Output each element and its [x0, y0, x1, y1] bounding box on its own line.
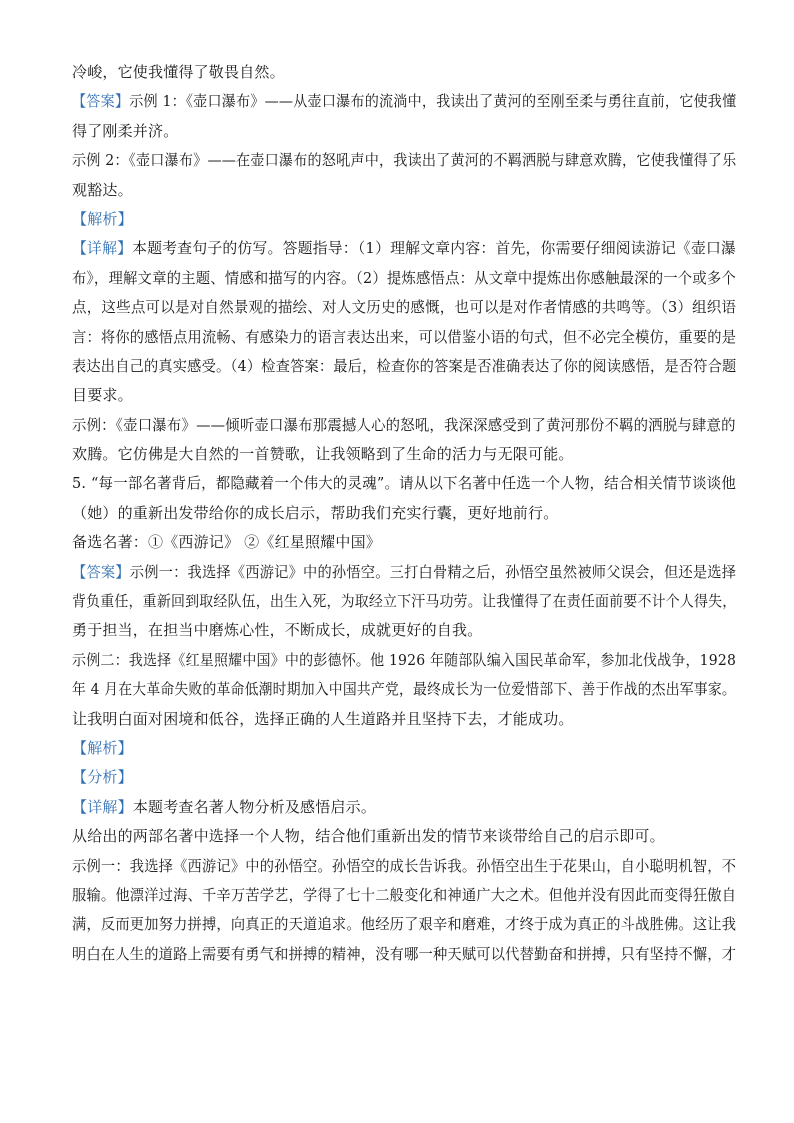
line-text: 得了刚柔并济。: [72, 121, 179, 140]
line-text: 年 4 月在大革命失败的革命低潮时期加入中国共产党，最终成长为一位爱惜部下、善于作战的杰出军事家。: [72, 680, 736, 699]
text-line: [72, 58, 736, 87]
line-text: 背负重任，重新回到取经队伍，出生入死，为取经立下汗马功劳。让我懂得了在责任面前要不计个人得失，: [72, 592, 737, 611]
text-line: [72, 558, 737, 587]
line-text: 示例 1：《壶口瀑布》——从壶口瀑布的流淌中，我读出了黄河的至刚至柔与勇往直前，它使我懂: [129, 92, 737, 111]
line-text: 本题考查名著人物分析及感悟启示。: [132, 797, 377, 816]
section-tag: 【答案】: [72, 562, 130, 581]
section-tag: 【解析】: [72, 209, 133, 228]
line-text: 欢腾。它仿佛是大自然的一首赞歌，让我领略到了生命的活力与无限可能。: [72, 445, 574, 464]
line-text: 让我明白面对困境和低谷，选择正确的人生道路并且坚持下去，才能成功。: [72, 709, 574, 728]
text-line: [72, 734, 736, 763]
document-page: [72, 58, 736, 969]
text-line: [72, 440, 736, 469]
text-line: [72, 852, 737, 881]
line-text: 本题考查句子的仿写。答题指导：（1）理解文章内容：首先，你需要仔细阅读游记《壶口瀑: [132, 239, 737, 258]
text-line: [72, 675, 736, 704]
line-text: 备选名著：①《西游记》 ②《红星照耀中国》: [72, 533, 381, 552]
text-line: [72, 411, 736, 440]
line-text: 勇于担当，在担当中磨炼心性，不断成长，成就更好的自我。: [72, 621, 483, 640]
text-line: [72, 822, 736, 851]
line-text: 满，反而更加努力拼搏，向真正的天道追求。他经历了艰辛和磨难，才终于成为真正的斗战胜佛。这让我: [72, 915, 737, 934]
text-line: [72, 499, 736, 528]
text-line: [72, 469, 737, 498]
text-line: [72, 176, 736, 205]
text-line: [72, 234, 737, 263]
line-text: 明白在人生的道路上需要有勇气和拼搏的精神，没有哪一种天赋可以代替勤奋和拼搏，只有坚持不懈，才: [72, 944, 737, 963]
line-text: 示例一：我选择《西游记》中的孙悟空。孙悟空的成长告诉我。孙悟空出生于花果山，自小聪明机智，不: [72, 856, 737, 875]
line-text: 目要求。: [72, 386, 133, 405]
line-text: 观豁达。: [72, 180, 133, 199]
text-line: [72, 293, 737, 322]
text-line: [72, 323, 737, 352]
text-line: [72, 87, 737, 116]
text-line: [72, 117, 736, 146]
line-text: （她）的重新出发带给你的成长启示，帮助我们充实行囊，更好地前行。: [72, 503, 559, 522]
text-line: [72, 528, 736, 557]
line-text: 5. “每一部名著背后，都隐藏着一个伟大的灵魂”。请从以下名著中任选一个人物，结合相关情节谈谈他: [72, 474, 737, 493]
text-line: [72, 881, 737, 910]
line-text: 点，这些点可以是对自然景观的描绘、对人文历史的感慨，也可以是对作者情感的共鸣等。（3）组织语: [72, 298, 737, 317]
line-text: 示例一：我选择《西游记》中的孙悟空。三打白骨精之后，孙悟空虽然被师父误会，但还是选择: [129, 562, 737, 581]
line-text: 示例二：我选择《红星照耀中国》中的彭德怀。他 1926 年随部队编入国民革命军，参加北伐战争，1928: [72, 650, 737, 669]
line-text: 示例：《壶口瀑布》——倾听壶口瀑布那震撼人心的怒吼，我深深感受到了黄河那份不羁的洒脱与肆意的: [72, 415, 736, 434]
text-line: [72, 587, 737, 616]
line-text: 冷峻，它使我懂得了敬畏自然。: [72, 63, 285, 81]
section-tag: 【分析】: [72, 768, 133, 787]
section-tag: 【答案】: [72, 92, 130, 111]
text-line: [72, 646, 737, 675]
text-line: [72, 910, 737, 939]
section-tag: 【详解】: [72, 239, 133, 258]
text-line: [72, 940, 737, 969]
section-tag: 【解析】: [72, 738, 133, 757]
text-line: [72, 763, 736, 792]
text-line: [72, 146, 737, 175]
text-line: [72, 264, 736, 293]
text-line: [72, 205, 736, 234]
text-line: [72, 381, 736, 410]
section-tag: 【详解】: [72, 797, 133, 816]
line-text: 表达出自己的真实感受。（4）检查答案：最后，检查你的答案是否准确表达了你的阅读感悟，是否符合题: [72, 356, 737, 375]
text-line: [72, 616, 736, 645]
line-text: 从给出的两部名著中选择一个人物，结合他们重新出发的情节来谈带给自己的启示即可。: [72, 827, 665, 846]
line-text: 服输。他漂洋过海、千辛万苦学艺，学得了七十二般变化和神通广大之术。但他并没有因此而变得狂傲自: [72, 885, 737, 904]
text-line: [72, 352, 737, 381]
line-text: 布》，理解文章的主题、情感和描写的内容。（2）提炼感悟点：从文章中提炼出你感触最深的一个或多个: [72, 268, 736, 287]
line-text: 言：将你的感悟点用流畅、有感染力的语言表达出来，可以借鉴小语的句式，但不必完全模仿，重要的是: [72, 327, 737, 346]
text-line: [72, 705, 736, 734]
text-line: [72, 793, 736, 822]
line-text: 示例 2：《壶口瀑布》——在壶口瀑布的怒吼声中，我读出了黄河的不羁洒脱与肆意欢腾，它使我懂得了乐: [72, 151, 737, 170]
